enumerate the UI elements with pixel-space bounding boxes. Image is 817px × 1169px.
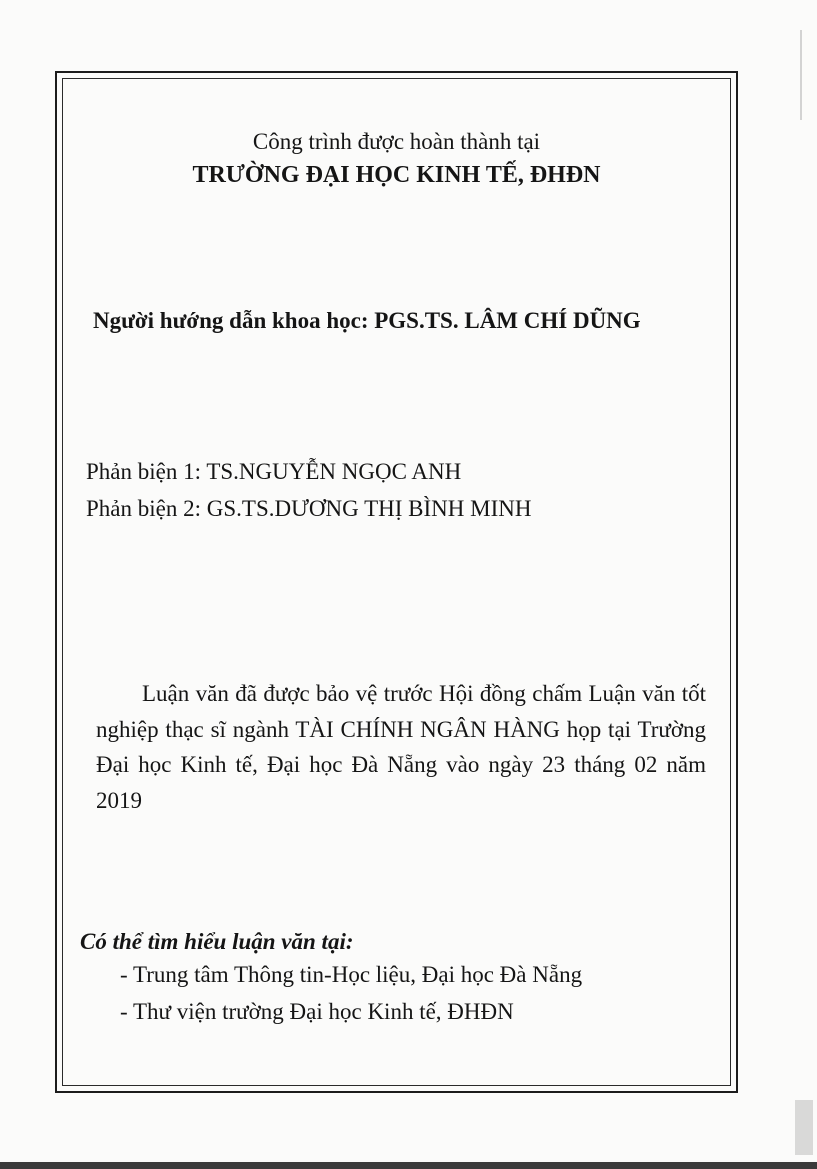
reviewer-1: Phản biện 1: TS.NGUYỄN NGỌC ANH [86,459,462,484]
locations-heading: Có thể tìm hiểu luận văn tại: [80,929,354,954]
defense-paragraph: Luận văn đã được bảo vệ trước Hội đồng chấm Luận văn tốt nghiệp thạc sĩ ngành TÀI CHÍNH NGÂN HÀNG họp tại Trường Đại học Kinh tế, Đại học Đà Nẵng vào ngày 23 tháng 02 năm 2019 [96,681,706,813]
location-item: - Trung tâm Thông tin-Học liệu, Đại học Đà Nẵng [120,962,583,987]
scan-bottom-edge [0,1162,817,1169]
advisor-line: Người hướng dẫn khoa học: PGS.TS. LÂM CHÍ DŨNG [93,308,641,333]
school-name: TRƯỜNG ĐẠI HỌC KINH TẾ, ĐHĐN [192,162,601,188]
reviewer-2: Phản biện 2: GS.TS.DƯƠNG THỊ BÌNH MINH [86,496,532,521]
location-item: - Thư viện trường Đại học Kinh tế, ĐHĐN [120,999,514,1024]
scan-artifact [800,30,802,120]
scan-artifact [795,1100,813,1155]
completion-intro: Công trình được hoàn thành tại [252,129,541,154]
